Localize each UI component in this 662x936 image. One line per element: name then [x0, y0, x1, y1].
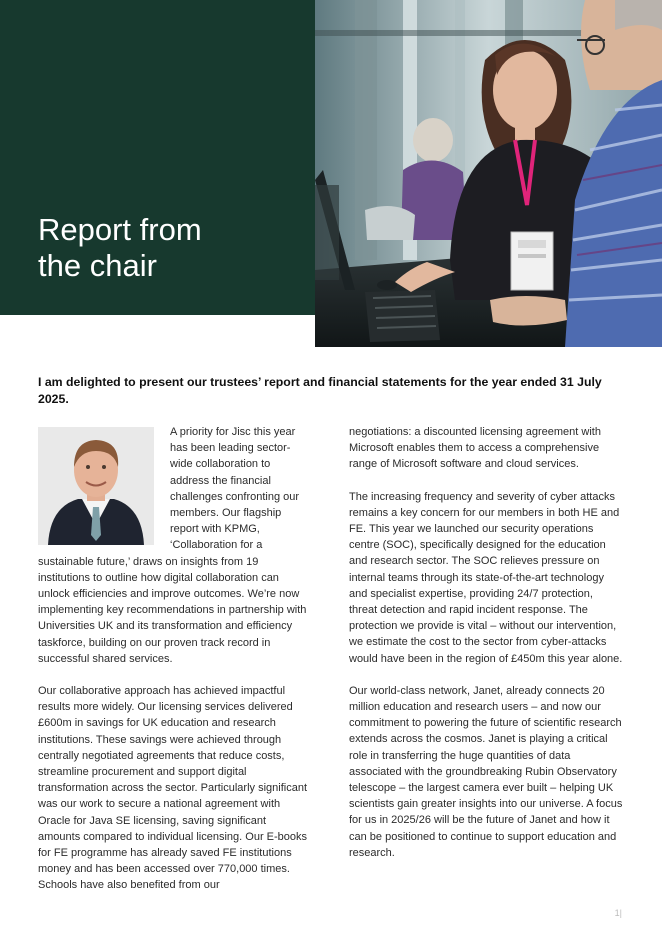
page-number: 1|	[614, 908, 622, 918]
paragraph: negotiations: a discounted licensing agreement with Microsoft enables them to access a comprehensive range of Microsoft software and cloud services.	[349, 426, 601, 471]
paragraph: Our collaborative approach has achieved impactful results more widely. Our licensing services delivered £600m in savings for UK education and research institutions. These savings were achieved through centrally negotiated agreements that reduce costs, streamline procurement and support digital transformation across the sector. Particularly significant was our work to secure a national agreement with Oracle for Java SE licensing, saving significant amounts compared to individual licensing. Our E-books for FE programme has already saved FE institutions money and has been accessed over 770,000 times. Schools have also benefited from our	[38, 685, 308, 892]
paragraph: The increasing frequency and severity of cyber attacks remains a key concern for our members in both HE and FE. This year we launched our security operations centre (SOC), specifically designed for the education and research sector. The SOC relieves pressure on internal teams through its state-of-the-art technology and specialist expertise, providing 24/7 protection, threat detection and rapid incident response. The protection we provide is vital – without our intervention, we estimate the cost to the sector from cyber-attacks would have been in the region of £450m this year alone.	[349, 490, 623, 665]
left-column	[38, 424, 311, 910]
meeting-photo	[315, 0, 662, 347]
hero-section	[0, 0, 662, 347]
right-column	[349, 424, 623, 877]
chair-portrait	[38, 427, 154, 545]
meeting-photo-illustration	[315, 0, 662, 347]
chair-portrait-illustration	[38, 427, 154, 545]
intro-statement: I am delighted to present our trustees’ report and financial statements for the year ended 31 July 2025.	[38, 375, 602, 406]
page-title: Report from the chair	[38, 212, 202, 283]
paragraph: Our world-class network, Janet, already connects 20 million education and research users – and now our commitment to powering the future of scientific research extends across the cosmos. Janet is playing a critical role in transferring the huge quantities of data associated with the groundbreaking Rubin Observatory telescope – the largest camera ever built – helping UK scientists gain greater insights into our universe. A focus for us in 2025/26 will be the future of Janet and how it can be positioned to continue to support education and research.	[349, 684, 623, 859]
paragraph: A priority for Jisc this year has been leading sector-wide collaboration to address the financial challenges confronting our members. Our flagship report with KPMG, ‘Collaboration for a sustainable future,’ draws on insights from 19 institutions to outline how digital collaboration can unlock efficiencies and improve outcomes. We’re now implementing key recommendations in partnership with Universities UK and its transformation and efficiency taskforce, building on our proven track record in successful shared services.	[38, 426, 307, 665]
